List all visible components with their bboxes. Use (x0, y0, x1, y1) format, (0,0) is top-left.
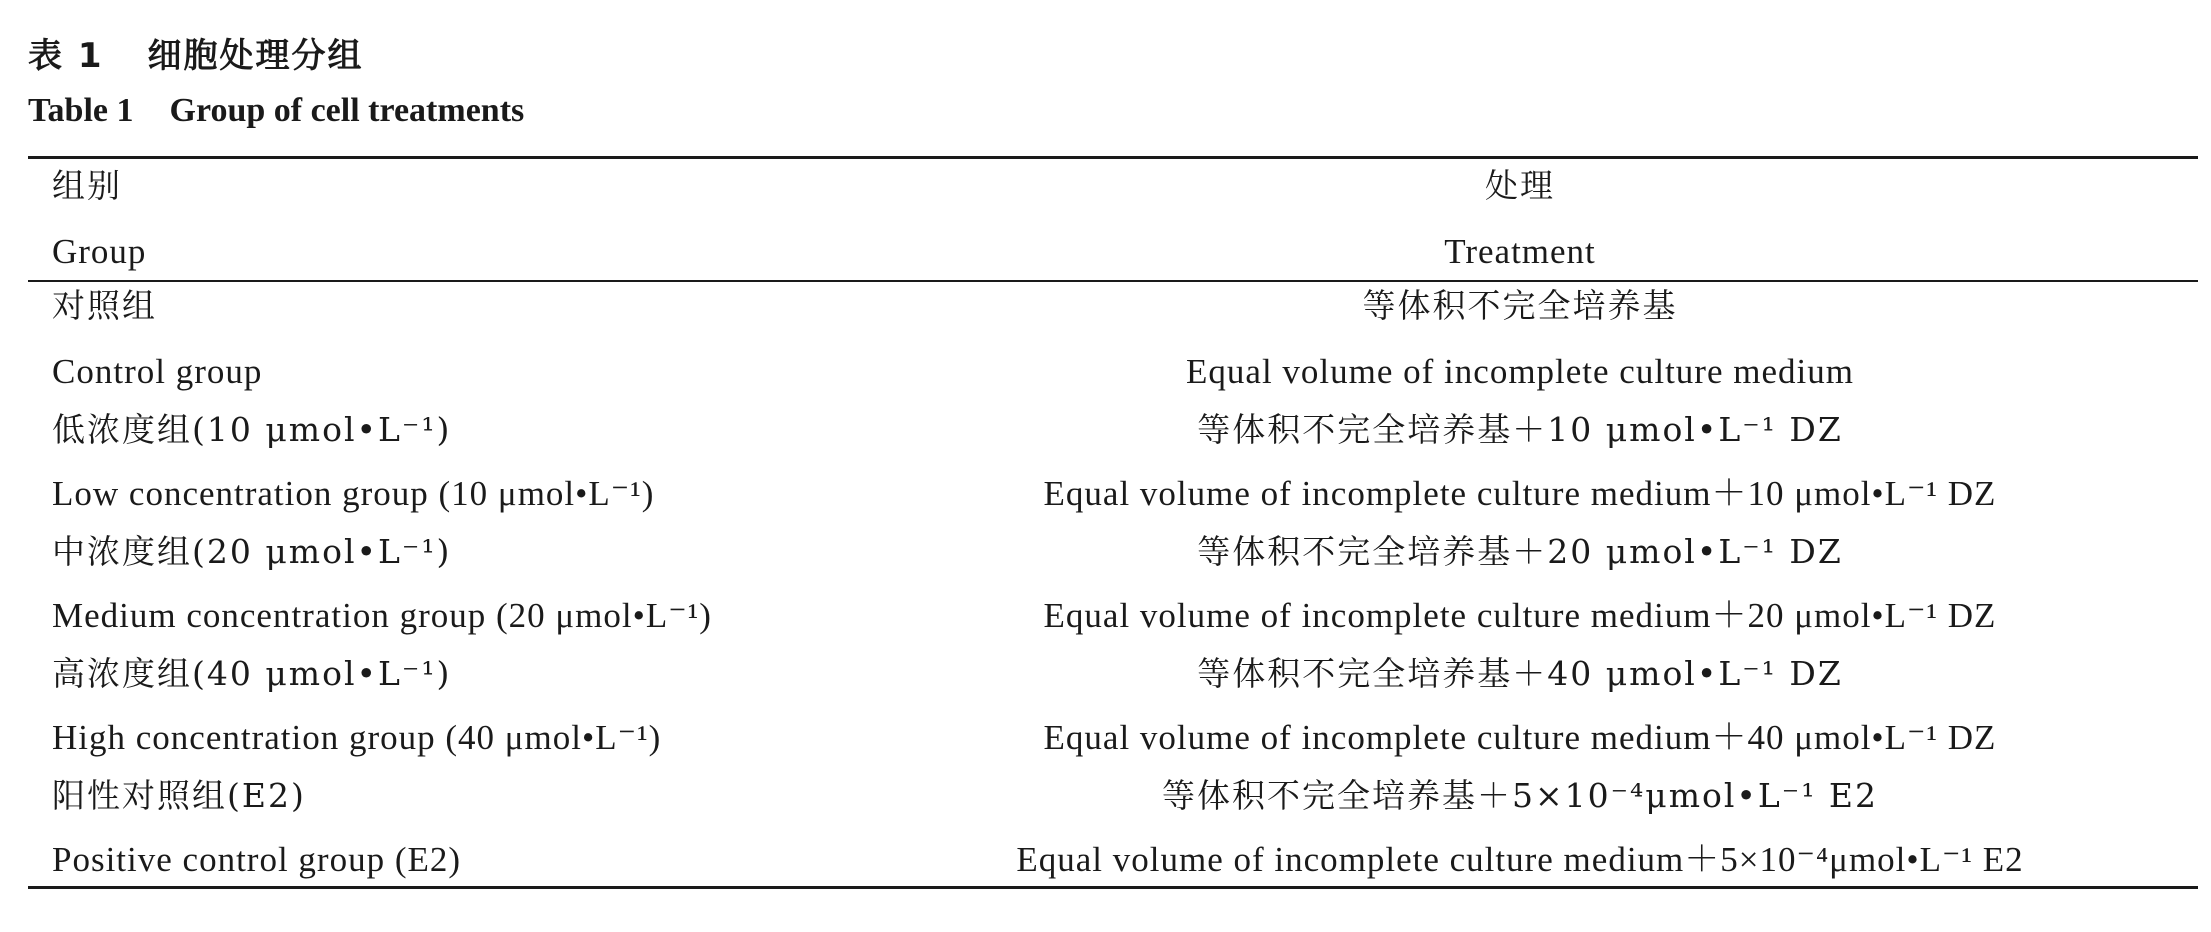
row-treatment-cn: 等体积不完全培养基＋40 μmol•L⁻¹ DZ (1197, 654, 1843, 693)
header-group-cn: 组别 (52, 166, 122, 205)
caption-en-number: Table 1 (28, 92, 134, 129)
row-treatment-en: Equal volume of incomplete culture medium (1186, 352, 1854, 391)
row-treatment-en: Equal volume of incomplete culture medium＋40 μmol•L⁻¹ DZ (1043, 718, 1997, 757)
row-treatment-en: Equal volume of incomplete culture medium＋5×10⁻⁴μmol•L⁻¹ E2 (1016, 840, 2024, 879)
row-treatment-en: Equal volume of incomplete culture medium＋20 μmol•L⁻¹ DZ (1043, 596, 1997, 635)
row-group-cn: 对照组 (52, 286, 157, 325)
row-group-cn: 中浓度组(20 μmol•L⁻¹) (52, 532, 452, 571)
row-group-cn: 高浓度组(40 μmol•L⁻¹) (52, 654, 452, 693)
row-treatment-cn: 等体积不完全培养基 (1362, 286, 1678, 325)
row-group-en: Medium concentration group (20 μmol•L⁻¹) (52, 596, 712, 635)
row-treatment-cn: 等体积不完全培养基＋5×10⁻⁴μmol•L⁻¹ E2 (1161, 776, 1879, 815)
table-top-rule (28, 156, 2198, 159)
row-group-en: High concentration group (40 μmol•L⁻¹) (52, 718, 662, 757)
table-caption-cn (28, 28, 364, 77)
row-treatment-cn: 等体积不完全培养基＋20 μmol•L⁻¹ DZ (1197, 532, 1843, 571)
caption-en-title: Group of cell treatments (169, 92, 525, 129)
row-treatment-en: Equal volume of incomplete culture medium＋10 μmol•L⁻¹ DZ (1043, 474, 1997, 513)
row-group-en: Control group (52, 352, 263, 391)
table-bottom-rule (28, 886, 2198, 889)
caption-cn-title: 细胞处理分组 (147, 36, 364, 76)
row-treatment-cn: 等体积不完全培养基＋10 μmol•L⁻¹ DZ (1197, 410, 1843, 449)
row-group-cn: 阳性对照组(E2) (52, 776, 306, 815)
table-caption-en (28, 92, 524, 130)
row-group-en: Low concentration group (10 μmol•L⁻¹) (52, 474, 655, 513)
header-group-en: Group (52, 232, 147, 271)
row-group-en: Positive control group (E2) (52, 840, 462, 879)
caption-cn-number: 表 1 (28, 36, 104, 76)
table-header-rule (28, 280, 2198, 282)
header-treatment-en: Treatment (1444, 232, 1596, 271)
row-group-cn: 低浓度组(10 μmol•L⁻¹) (52, 410, 452, 449)
header-treatment-cn: 处理 (1485, 166, 1555, 205)
